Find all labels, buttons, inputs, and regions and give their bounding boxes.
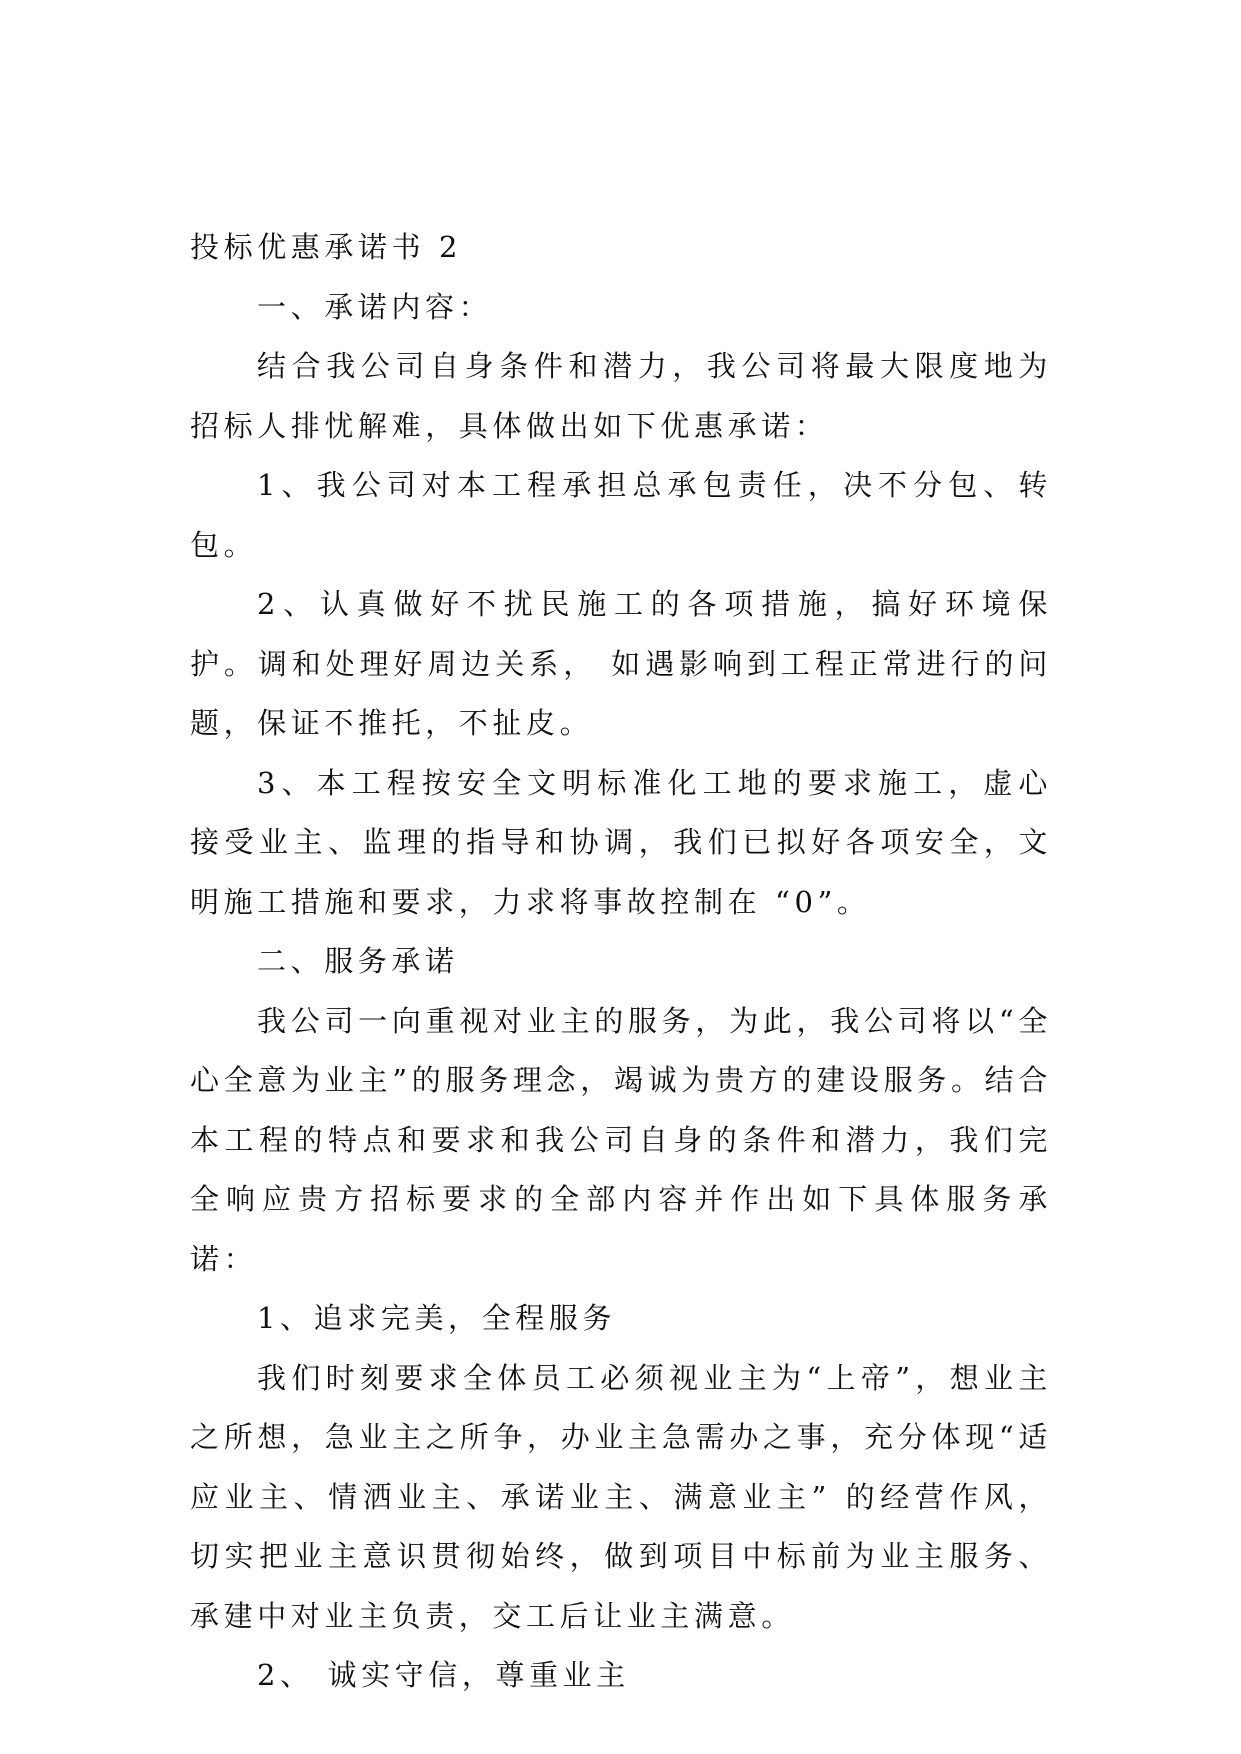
document-body <box>190 218 1052 1706</box>
service-item-1-heading: 1、追求完美，全程服务 <box>257 1301 617 1335</box>
commitment-item-1: 1、我公司对本工程承担总承包责任，决不分包、转包。 <box>190 468 1052 562</box>
section-heading-service: 二、服务承诺 <box>257 944 459 978</box>
section-heading-commitment: 一、承诺内容： <box>257 289 493 324</box>
service-item-1-body: 我们时刻要求全体员工必须视业主为“上帝”，想业主之所想，急业主之所争，办业主急需办之事，充分体现“适应业主、情洒业主、承诺业主、满意业主” 的经营作风，切实把业主意识贯彻始终，做到项目中标前为业主服务、承建中对业主负责，交工后让业主满意。 <box>190 1360 1052 1633</box>
commitment-item-2: 2、认真做好不扰民施工的各项措施，搞好环境保护。调和处理好周边关系， 如遇影响到工程正常进行的问题，保证不推托，不扯皮。 <box>190 587 1052 740</box>
commitment-item-3: 3、本工程按安全文明标准化工地的要求施工，虚心接受业主、监理的指导和协调，我们已拟好各项安全，文明施工措施和要求，力求将事故控制在 “0”。 <box>190 765 1052 919</box>
document-title: 投标优惠承诺书 2 <box>190 230 463 264</box>
paragraph-intro: 结合我公司自身条件和潜力，我公司将最大限度地为招标人排忧解难，具体做出如下优惠承诺： <box>190 349 1052 443</box>
service-item-2-heading: 2、 诚实守信，尊重业主 <box>257 1658 630 1692</box>
paragraph-service-intro: 我公司一向重视对业主的服务，为此，我公司将以“全心全意为业主”的服务理念，竭诚为贵方的建设服务。结合本工程的特点和要求和我公司自身的条件和潜力，我们完全响应贵方招标要求的全部内容并作出如下具体服务承诺： <box>190 1003 1052 1276</box>
